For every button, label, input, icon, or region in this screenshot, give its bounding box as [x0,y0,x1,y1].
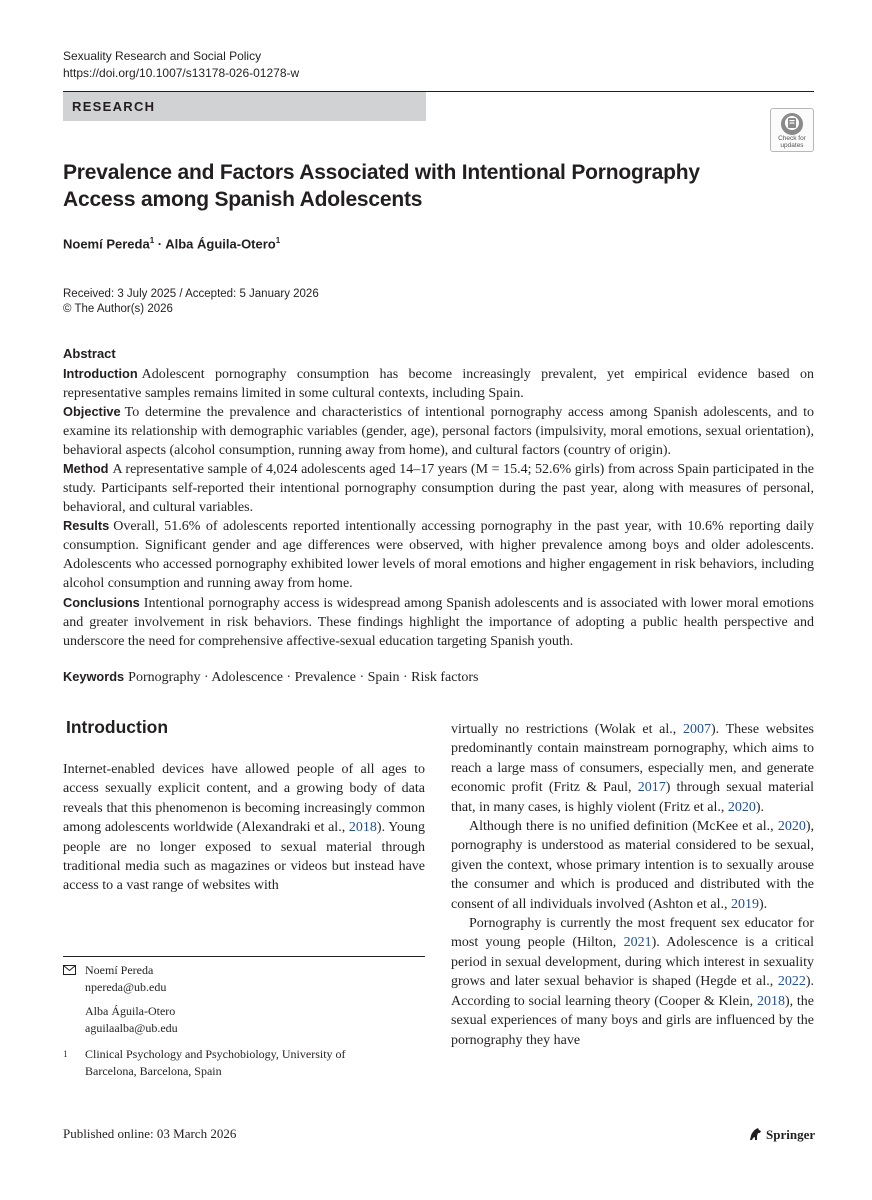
paragraph-text: ). [758,896,768,912]
abstract-label: Method [63,461,109,476]
envelope-icon [63,965,76,975]
body-column-right [451,720,814,1050]
journal-header [63,48,299,82]
crossmark-icon [779,112,805,136]
affiliation-marker: 1 [275,236,281,245]
paragraph-text: Although there is no unified definition (McKee et al., [469,819,778,835]
publisher-logo [748,1127,815,1143]
section-heading-introduction: Introduction [66,717,169,737]
keywords [63,667,478,687]
abstract-text: Overall, 51.6% of adolescents reported intentionally accessing pornography in the past year, with 10.6% reporting daily consumption. Significant gender and age differences were observed, with higher prevalence among boys and older adolescents. Adolescents who accessed pornography exhibited lower levels of moral emotions and higher engagement in risk behaviors, including alcohol consumption and running away from home. [63,519,814,591]
section-label: RESEARCH [72,99,156,114]
abstract-conclusions [63,593,814,651]
paragraph-text: ). Young people are no longer exposed to sexual material through traditional media such as magazines or videos but instead have access to a vast range of websites with [63,820,425,894]
abstract-label: Objective [63,404,121,419]
citation-link[interactable]: 2019 [730,896,759,912]
check-for-updates-button[interactable] [770,108,814,152]
citation-link[interactable]: 2022 [777,974,806,990]
article-dates [63,287,319,317]
paragraph-text: ), the sexual experiences of many boys and girls are influenced by the pornography they have [451,993,815,1048]
abstract-text: Adolescent pornography consumption has become increasingly prevalent, yet empirical evidence based on representative samples remains limited in some cultural contexts, including Spain. [63,367,814,401]
abstract-objective [63,402,814,460]
paragraph-text: ). [755,799,765,815]
author-list [63,236,280,251]
abstract-introduction [63,364,814,403]
published-online: Published online: 03 March 2026 [63,1126,237,1141]
email-link[interactable]: aguilaalba@ub.edu [85,1020,178,1035]
paragraph-text: ), pornography is understood as material considered to be sexual, given the context, whose primary intention is to sexually arouse the consumer and which is produced and distributed with the consent of all individuals involved (Ashton et al., [451,819,814,912]
paragraph-text: ). These websites predominantly contain mainstream pornography, which aims to reach a large mass of consumers, especially men, and generate economic profit (Fritz & Paul, [451,722,814,796]
author-separator: · [154,236,166,252]
citation-link[interactable]: 2018 [756,993,785,1009]
paragraph [451,720,814,817]
received-accepted: Received: 3 July 2025 / Accepted: 5 January 2026 [63,288,319,300]
footnote-rule [63,956,425,957]
citation-link[interactable]: 2021 [623,935,652,951]
article-title: Prevalence and Factors Associated with Intentional Pornography Access among Spanish Adolescents [63,161,700,211]
corresponding-author-name: Noemí Pereda [85,963,154,977]
body-column-left [63,760,425,896]
abstract-results [63,516,814,593]
citation-link[interactable]: 2007 [683,722,711,737]
affiliation-text: Clinical Psychology and Psychobiology, University of Barcelona, Barcelona, Spain [85,1047,346,1078]
paragraph-text: ). Adolescence is a critical period in sexual development, during which interest in sexuality grows and later sexual behavior is shaped (Hegde et al., [451,935,814,990]
doi-link[interactable]: https://doi.org/10.1007/s13178-026-01278-w [63,66,300,80]
corresponding-author-name: Alba Águila-Otero [85,1004,176,1018]
keywords-label: Keywords [63,669,125,684]
paragraph [63,760,425,896]
email-link[interactable]: npereda@ub.edu [85,979,167,994]
section-bar [63,92,426,121]
author-name[interactable]: Noemí Pereda [63,236,150,252]
abstract-heading: Abstract [63,346,116,361]
keywords-list: Pornography · Adolescence · Prevalence · Spain · Risk factors [128,670,479,685]
abstract-text: Intentional pornography access is widespread among Spanish adolescents and is associated with lower moral emotions and greater involvement in risk behaviors. These findings highlight the importance of adopting a public health perspective and underscore the need for comprehensive affective-sexual education targeting Spanish youth. [63,596,814,649]
abstract-text: To determine the prevalence and characteristics of intentional pornography access among Spanish adolescents, and to examine its relationship with demographic variables (gender, age), personal factors (impulsivity, moral emotions, sexual orientation), behavioral aspects (alcohol consumption, running away from home), and cultural factors (country of origin). [63,405,814,458]
citation-link[interactable]: 2020 [727,799,756,815]
publisher-name: Springer [766,1127,816,1142]
paragraph-text: Internet-enabled devices have allowed people of all ages to access sexually explicit content, and a growing body of data reveals that this phenomenon is becoming increasingly common among adolescents worldwide (Alexandraki et al., [63,762,425,836]
abstract-method [63,459,814,517]
abstract-label: Introduction [63,366,138,381]
affiliation-marker: 1 [149,236,155,245]
affiliation-number: 1 [63,1049,68,1059]
paragraph-text: virtually no restrictions (Wolak et al., [451,722,683,737]
citation-link[interactable]: 2018 [348,820,377,836]
paragraph-text: Pornography is currently the most frequent sex educator for most young people (Hilton, [451,916,814,951]
abstract-text: A representative sample of 4,024 adolescents aged 14–17 years (M = 15.4; 52.6% girls) from across Spain participated in the study. Participants self-reported their intentional pornography consumption during the past year, along with measures of personal, behavioral, and cultural variables. [63,462,814,515]
author-name[interactable]: Alba Águila-Otero [165,236,276,252]
paragraph-text: ) through sexual material that, in many cases, is highly violent (Fritz et al., [451,780,814,815]
paragraph [451,914,814,1050]
abstract-label: Conclusions [63,595,140,610]
springer-horse-icon [748,1127,762,1141]
journal-name: Sexuality Research and Social Policy [63,49,262,63]
citation-link[interactable]: 2017 [637,780,666,796]
check-updates-label: Check for updates [778,135,806,149]
citation-link[interactable]: 2020 [777,819,806,835]
abstract-label: Results [63,518,110,533]
paragraph [451,817,814,914]
paragraph-text: ). According to social learning theory (Cooper & Klein, [451,974,814,1009]
copyright: © The Author(s) 2026 [63,303,173,315]
